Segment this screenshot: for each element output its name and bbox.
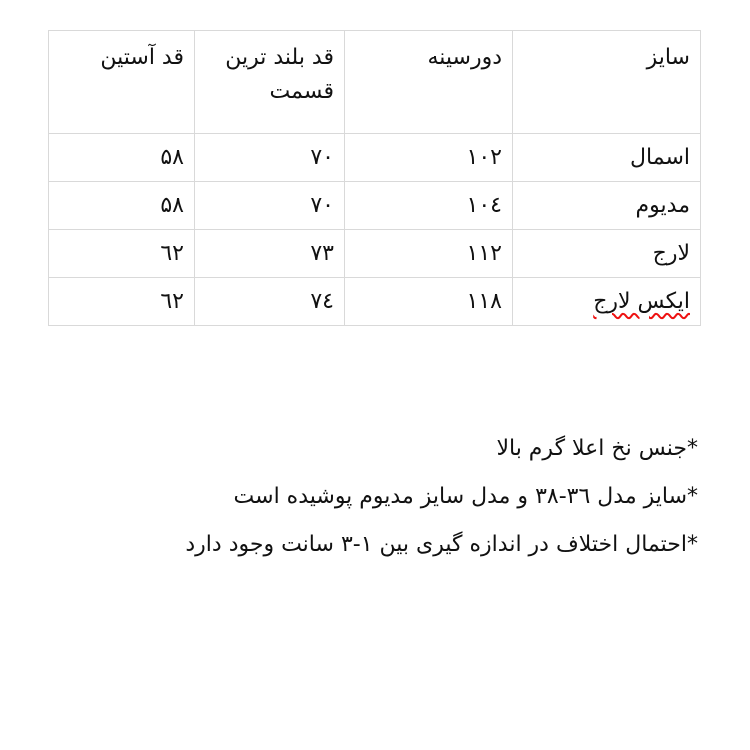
note-model-size: *سایز مدل ۳٦-۳۸ و مدل سایز مدیوم پوشیده است [233, 484, 698, 509]
notes-section [58, 425, 698, 569]
header-chest: دورسینه [345, 31, 513, 134]
cell-length: ۷۰ [195, 182, 345, 230]
cell-sleeve: ۵۸ [49, 134, 195, 182]
note-fabric: *جنس نخ اعلا گرم بالا [496, 436, 698, 461]
header-length: قد بلند ترین قسمت [195, 31, 345, 134]
table-row [49, 230, 701, 278]
cell-chest: ۱۰٤ [345, 182, 513, 230]
table-row [49, 182, 701, 230]
cell-length: ۷۰ [195, 134, 345, 182]
header-sleeve: قد آستین [49, 31, 195, 134]
cell-chest: ۱۱۸ [345, 278, 513, 326]
note-measurement-tolerance: *احتمال اختلاف در اندازه گیری بین ۱-۳ سانت وجود دارد [185, 532, 698, 557]
table-header-row [49, 31, 701, 134]
cell-sleeve: ٦۲ [49, 230, 195, 278]
cell-length: ۷۳ [195, 230, 345, 278]
header-size: سایز [513, 31, 701, 134]
cell-size: لارج [513, 230, 701, 278]
cell-size: ایکس لارج [513, 278, 701, 326]
cell-size: مدیوم [513, 182, 701, 230]
cell-size: اسمال [513, 134, 701, 182]
table-row [49, 278, 701, 326]
cell-chest: ۱۱۲ [345, 230, 513, 278]
cell-sleeve: ۵۸ [49, 182, 195, 230]
table-row [49, 134, 701, 182]
size-chart-table [48, 30, 701, 326]
cell-chest: ۱۰۲ [345, 134, 513, 182]
cell-sleeve: ٦۲ [49, 278, 195, 326]
cell-length: ۷٤ [195, 278, 345, 326]
